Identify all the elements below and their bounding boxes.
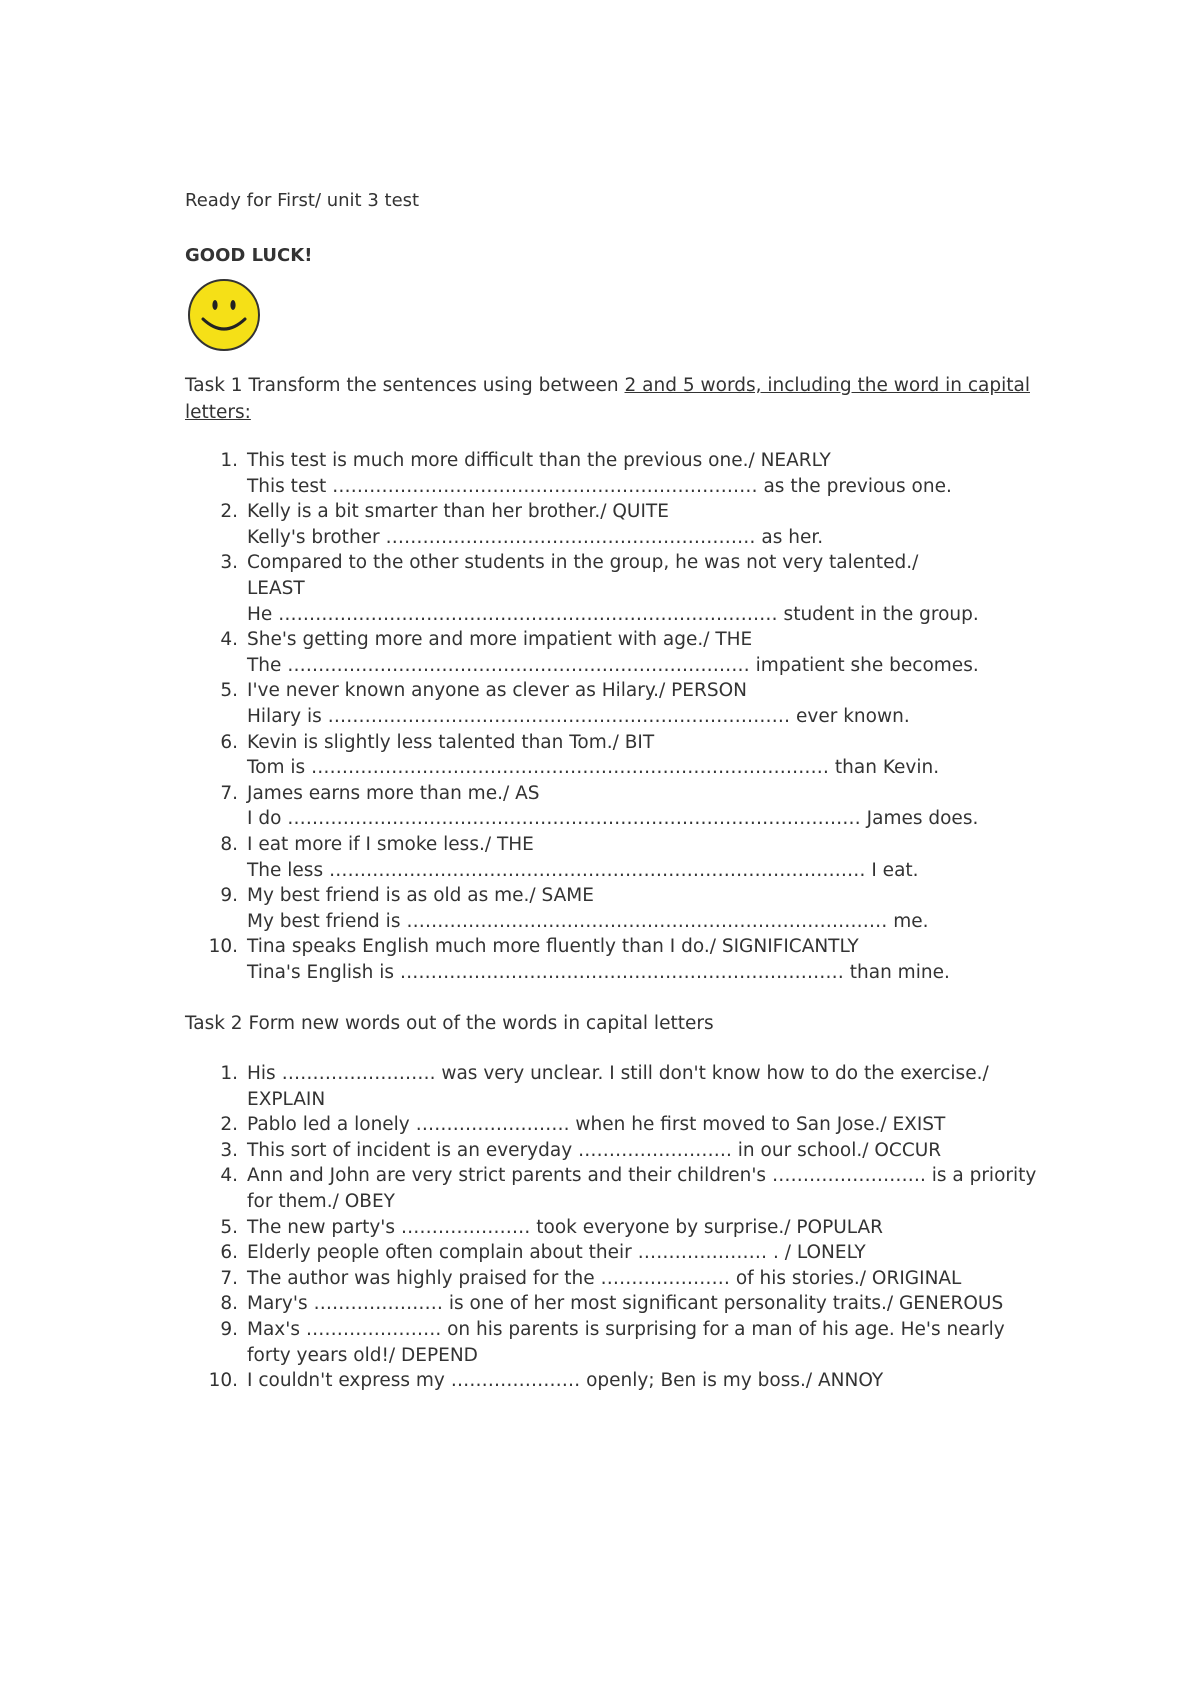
item-line: The less …………………………………………………………………………… I eat. — [247, 859, 919, 881]
task2-item — [185, 1266, 1037, 1292]
task1-item — [185, 448, 1037, 499]
task2-item — [185, 1291, 1037, 1317]
item-line: He ……………………………………………………………………… student in the group. — [247, 603, 979, 625]
item-text: I couldn't express my ………………… openly; Ben is my boss./ ANNOY — [247, 1370, 884, 1392]
item-number: 9. — [220, 885, 238, 907]
task2-item — [185, 1317, 1037, 1368]
item-body — [247, 1061, 1037, 1112]
item-body — [247, 1291, 1037, 1317]
item-number: 7. — [220, 1267, 238, 1289]
task1-item — [185, 627, 1037, 678]
item-number: 2. — [220, 501, 238, 523]
task1-item — [185, 550, 1037, 627]
task2-item — [185, 1240, 1037, 1266]
item-number: 5. — [220, 1216, 238, 1238]
item-body — [247, 627, 1037, 678]
item-line: I do ………………………………………………………………………………… James does. — [247, 808, 979, 830]
item-line: Compared to the other students in the group, he was not very talented./ — [247, 552, 919, 574]
item-number: 8. — [220, 1293, 238, 1315]
item-number: 2. — [220, 1114, 238, 1136]
item-body — [247, 1317, 1037, 1368]
item-text: The new party's ………………… took everyone by surprise./ POPULAR — [247, 1216, 884, 1238]
item-line: Kelly is a bit smarter than her brother./ QUITE — [247, 501, 669, 523]
item-text: Pablo led a lonely ……………………. when he first moved to San Jose./ EXIST — [247, 1114, 946, 1136]
item-line: Hilary is ………………………………………………………………… ever known. — [247, 705, 910, 727]
item-body — [247, 832, 1037, 883]
item-line: I eat more if I smoke less./ THE — [247, 833, 534, 855]
item-number: 4. — [220, 629, 238, 651]
document-title: Ready for First/ unit 3 test — [185, 190, 420, 211]
task1-item — [185, 499, 1037, 550]
item-text: Mary's ………………… is one of her most significant personality traits./ GENEROUS — [247, 1293, 1004, 1315]
task2-item — [185, 1138, 1037, 1164]
task2-item — [185, 1215, 1037, 1241]
item-body — [247, 1112, 1037, 1138]
task1-item — [185, 781, 1037, 832]
item-body — [247, 1240, 1037, 1266]
item-body — [247, 934, 1037, 985]
item-number: 5. — [220, 680, 238, 702]
item-text: The author was highly praised for the ………………… of his stories./ ORIGINAL — [247, 1267, 962, 1289]
item-body — [247, 1138, 1037, 1164]
smiley-face-icon — [186, 277, 262, 353]
task1-heading-underlined: 2 and 5 words, including the word in capital letters: — [185, 375, 1030, 423]
task1-heading — [185, 372, 1035, 426]
task1-list — [185, 448, 1037, 985]
item-body — [247, 1215, 1037, 1241]
item-line: She's getting more and more impatient with age./ THE — [247, 629, 753, 651]
item-body — [247, 1368, 1037, 1394]
item-line: I've never known anyone as clever as Hilary./ PERSON — [247, 680, 747, 702]
item-text: Ann and John are very strict parents and their children's ……………………. is a priority for them./ OBEY — [247, 1165, 1037, 1212]
item-number: 1. — [220, 450, 238, 471]
task2-item — [185, 1163, 1037, 1214]
task1-item — [185, 934, 1037, 985]
item-number: 3. — [220, 1139, 238, 1161]
item-number: 10. — [208, 936, 238, 958]
item-line: This test is much more difficult than the previous one./ NEARLY — [247, 450, 831, 471]
item-line: The ………………………………………………………………… impatient she becomes. — [247, 654, 979, 676]
item-line: Tina's English is ……………………………………………………………… than mine. — [247, 961, 950, 983]
item-line: Kevin is slightly less talented than Tom./ BIT — [247, 731, 655, 753]
item-body — [247, 1266, 1037, 1292]
item-body — [247, 678, 1037, 729]
item-body — [247, 781, 1037, 832]
item-number: 4. — [220, 1165, 238, 1187]
item-line: James earns more than me./ AS — [247, 782, 540, 804]
item-body — [247, 1163, 1037, 1214]
item-line: My best friend is as old as me./ SAME — [247, 885, 594, 907]
task2-item — [185, 1112, 1037, 1138]
item-line: Tina speaks English much more fluently than I do./ SIGNIFICANTLY — [247, 936, 859, 958]
item-text: Max's …………………. on his parents is surprising for a man of his age. He's nearly forty years old!/ DEPEND — [247, 1318, 1005, 1366]
task1-item — [185, 678, 1037, 729]
task2-item — [185, 1061, 1037, 1112]
item-number: 3. — [220, 552, 238, 574]
item-body — [247, 550, 1037, 627]
item-line: My best friend is …………………………………………………………………… me. — [247, 910, 929, 932]
good-luck-heading: GOOD LUCK! — [185, 245, 313, 266]
item-number: 6. — [220, 1242, 238, 1264]
task1-heading-text: Task 1 Transform the sentences using between — [185, 375, 625, 396]
task2-list — [185, 1061, 1037, 1394]
item-number: 8. — [220, 833, 238, 855]
task2-item — [185, 1368, 1037, 1394]
item-line: This test …………………………………………………………… as the previous one. — [247, 475, 952, 497]
item-body — [247, 499, 1037, 550]
item-line: LEAST — [247, 577, 305, 599]
item-body — [247, 883, 1037, 934]
task1-item — [185, 832, 1037, 883]
item-number: 9. — [220, 1318, 238, 1340]
item-text: This sort of incident is an everyday ……………………. in our school./ OCCUR — [247, 1139, 942, 1161]
item-text: His ……………………. was very unclear. I still don't know how to do the exercise./ EXPLAIN — [247, 1063, 989, 1110]
item-number: 7. — [220, 782, 238, 804]
item-line: Kelly's brother …………………………………………………… as her. — [247, 526, 824, 548]
item-number: 10. — [208, 1370, 238, 1392]
item-body — [247, 730, 1037, 781]
item-text: Elderly people often complain about their ………………… . / LONELY — [247, 1242, 866, 1264]
item-line: Tom is ………………………………………………………………………… than Kevin. — [247, 757, 940, 779]
item-body — [247, 448, 1037, 499]
task1-item — [185, 883, 1037, 934]
item-number: 1. — [220, 1063, 238, 1084]
item-number: 6. — [220, 731, 238, 753]
task2-heading: Task 2 Form new words out of the words in capital letters — [185, 1013, 714, 1034]
task1-item — [185, 730, 1037, 781]
